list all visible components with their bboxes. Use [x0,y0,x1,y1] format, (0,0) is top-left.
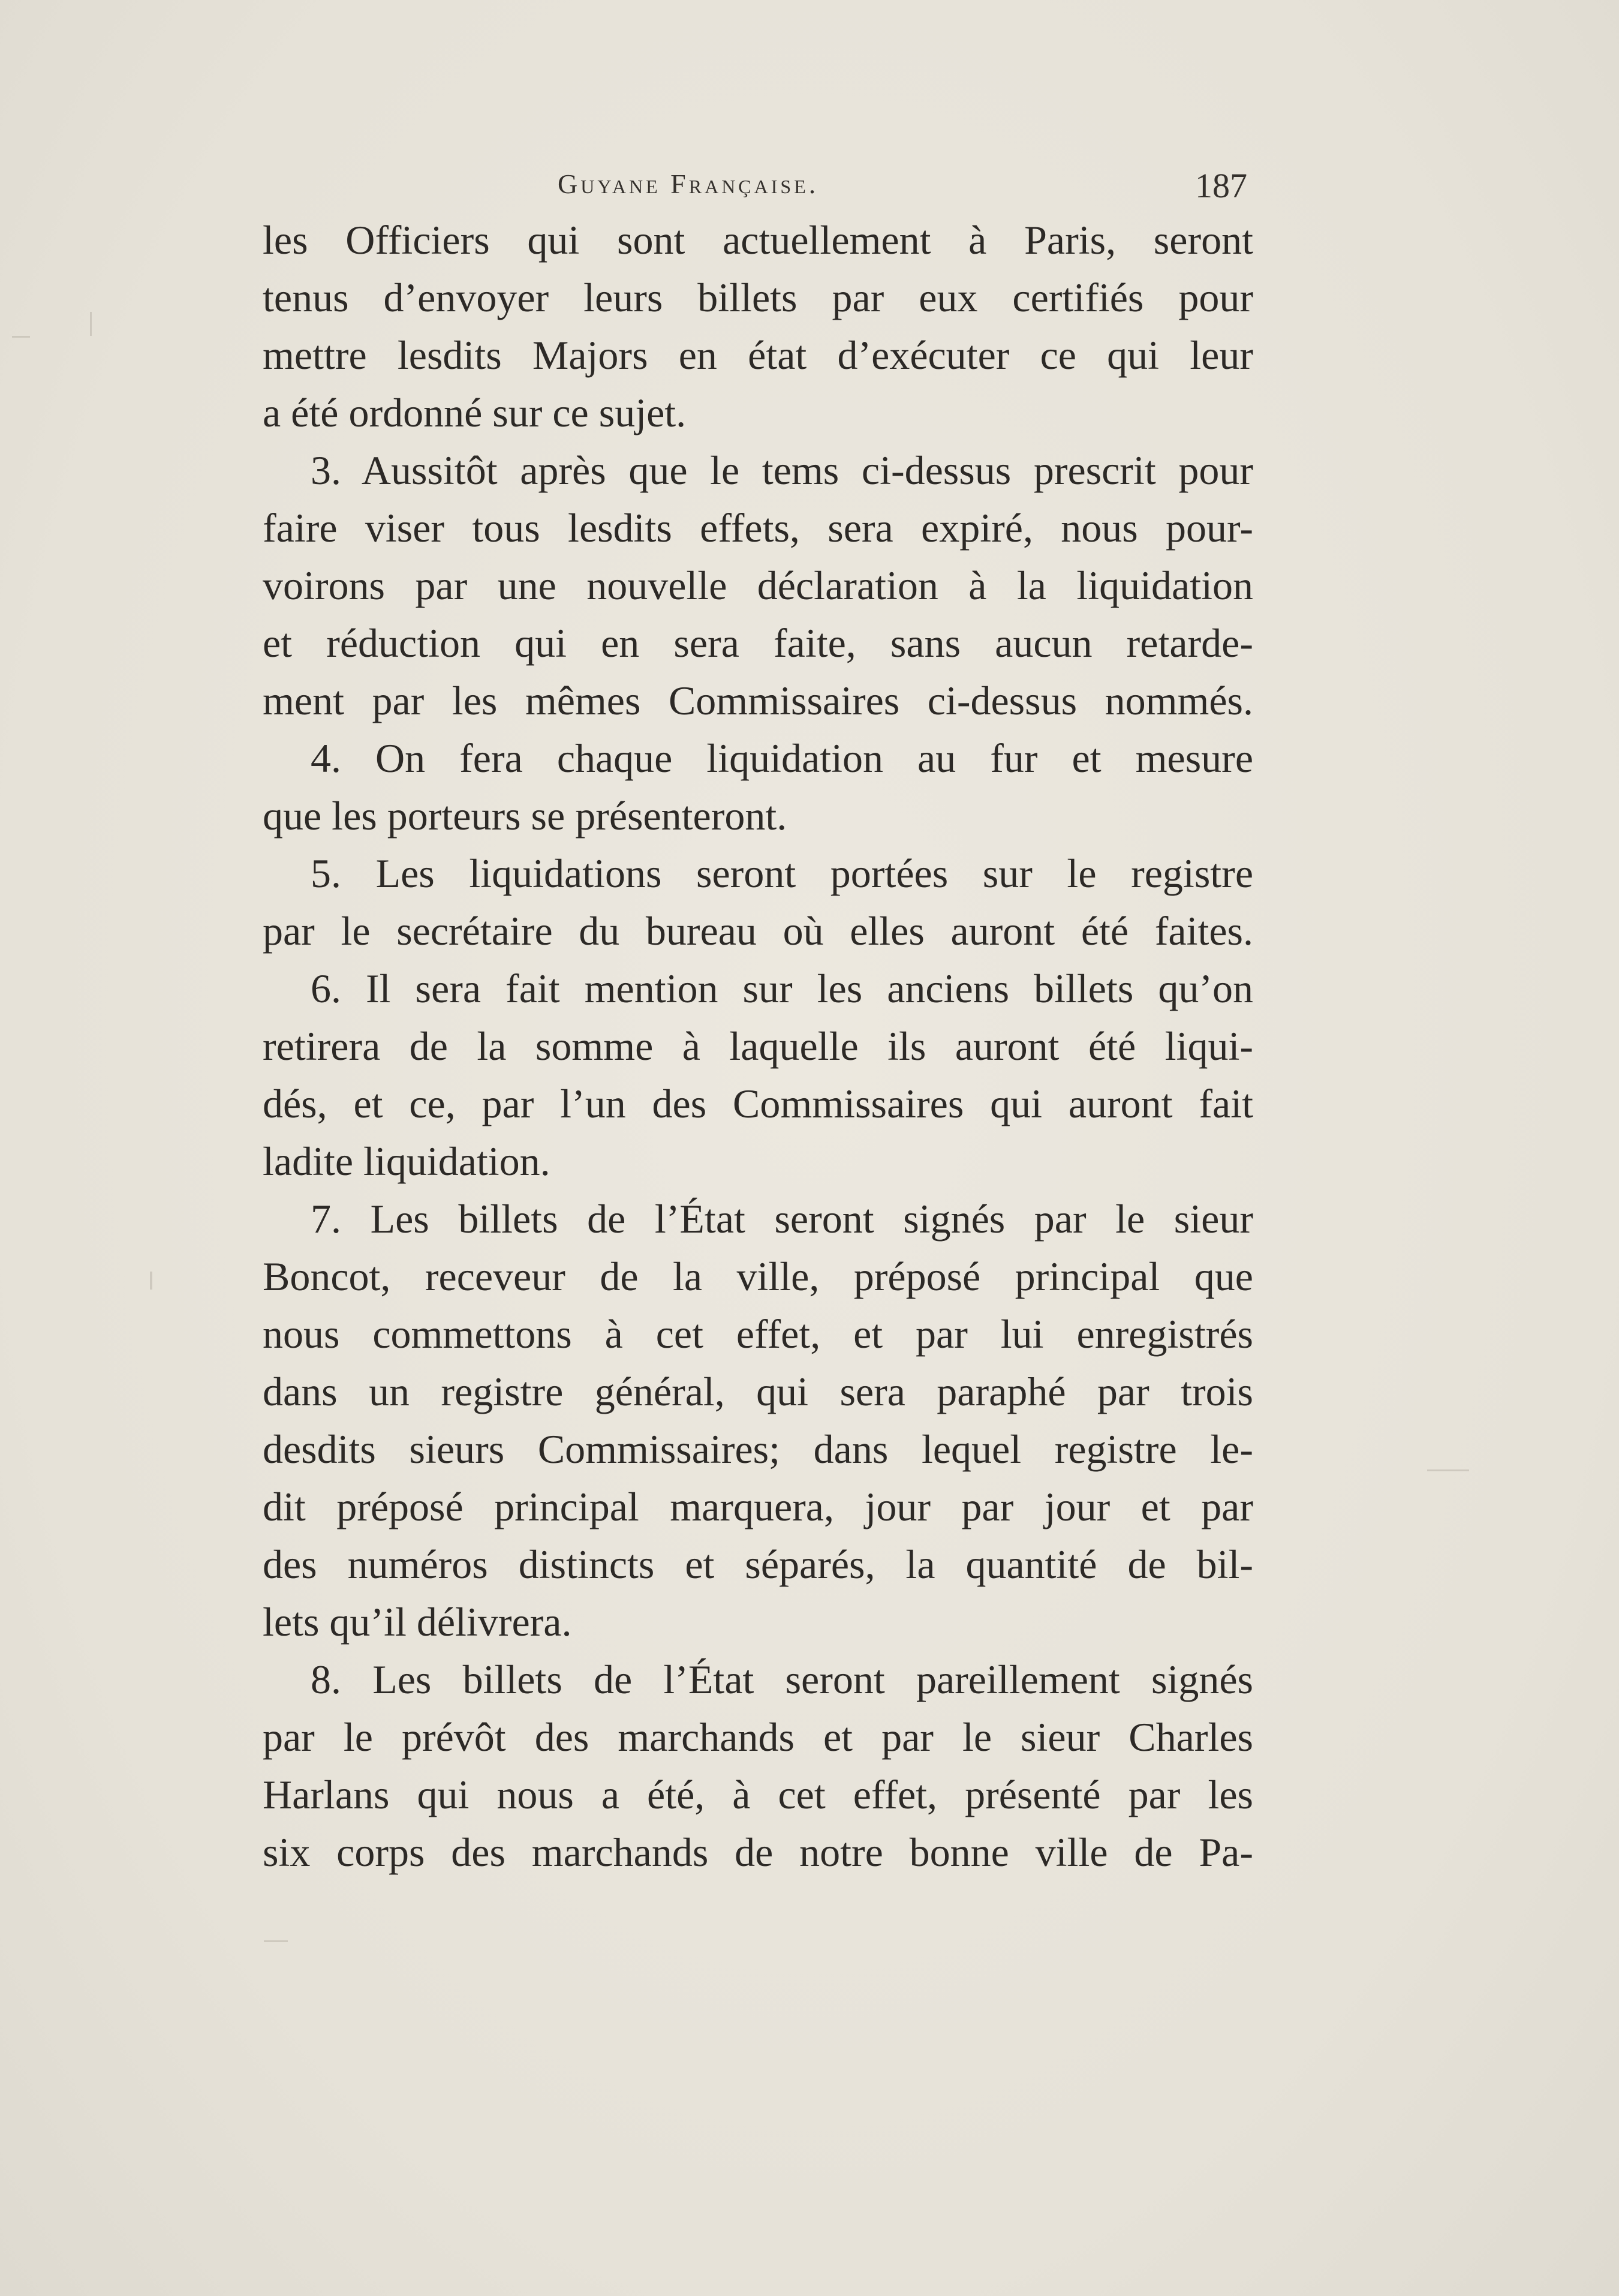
paper-speck [1427,1469,1469,1471]
text-line: tenus d’envoyer leurs billets par eux certifiés pour [263,275,1253,320]
text-line: des numéros distincts et séparés, la quantité de bil- [263,1541,1253,1587]
text-line: 3. Aussitôt après que le tems ci-dessus prescrit pour [311,447,1253,493]
text-line: les Officiers qui sont actuellement à Paris, seront [263,217,1253,263]
text-line: ladite liquidation. [263,1138,550,1184]
text-line: par le prévôt des marchands et par le sieur Charles [263,1714,1253,1760]
page-number: 187 [1195,166,1247,205]
body-text [263,211,1253,1881]
text-line: 8. Les billets de l’État seront pareillement signés [311,1657,1253,1702]
text-line: nous commettons à cet effet, et par lui enregistrés [263,1311,1253,1357]
text-line: retirera de la somme à laquelle ils auront été liqui- [263,1023,1253,1069]
text-line: dans un registre général, qui sera paraphé par trois [263,1369,1253,1414]
text-line: faire viser tous lesdits effets, sera expiré, nous pour- [263,505,1253,551]
paper-speck [90,312,92,336]
text-line: ment par les mêmes Commissaires ci-dessus nommés. [263,678,1253,723]
text-line: dés, et ce, par l’un des Commissaires qui auront fait [263,1081,1253,1126]
text-line: 6. Il sera fait mention sur les anciens billets qu’on [311,966,1253,1011]
text-line: voirons par une nouvelle déclaration à la liquidation [263,563,1253,608]
text-line: dit préposé principal marquera, jour par jour et par [263,1484,1253,1529]
text-line: desdits sieurs Commissaires; dans lequel registre le- [263,1426,1253,1472]
text-line: a été ordonné sur ce sujet. [263,390,687,435]
paper-speck [264,1940,288,1942]
text-line: six corps des marchands de notre bonne ville de Pa- [263,1829,1253,1875]
paper-speck [12,336,30,338]
running-title: Guyane Française. [558,169,819,199]
text-line: et réduction qui en sera faite, sans aucun retarde- [263,620,1253,666]
paper-speck [150,1272,152,1290]
text-line: que les porteurs se présenteront. [263,793,787,839]
text-line: 4. On fera chaque liquidation au fur et mesure [311,735,1253,781]
text-line: lets qu’il délivrera. [263,1599,572,1645]
text-line: mettre lesdits Majors en état d’exécuter ce qui leur [263,332,1253,378]
text-line: par le secrétaire du bureau où elles auront été faites. [263,908,1253,954]
running-head [258,168,1247,210]
text-line: Boncot, receveur de la ville, préposé principal que [263,1254,1253,1299]
text-line: 5. Les liquidations seront portées sur le registre [311,851,1253,896]
text-line: Harlans qui nous a été, à cet effet, présenté par les [263,1772,1253,1817]
text-line: 7. Les billets de l’État seront signés par le sieur [311,1196,1253,1242]
